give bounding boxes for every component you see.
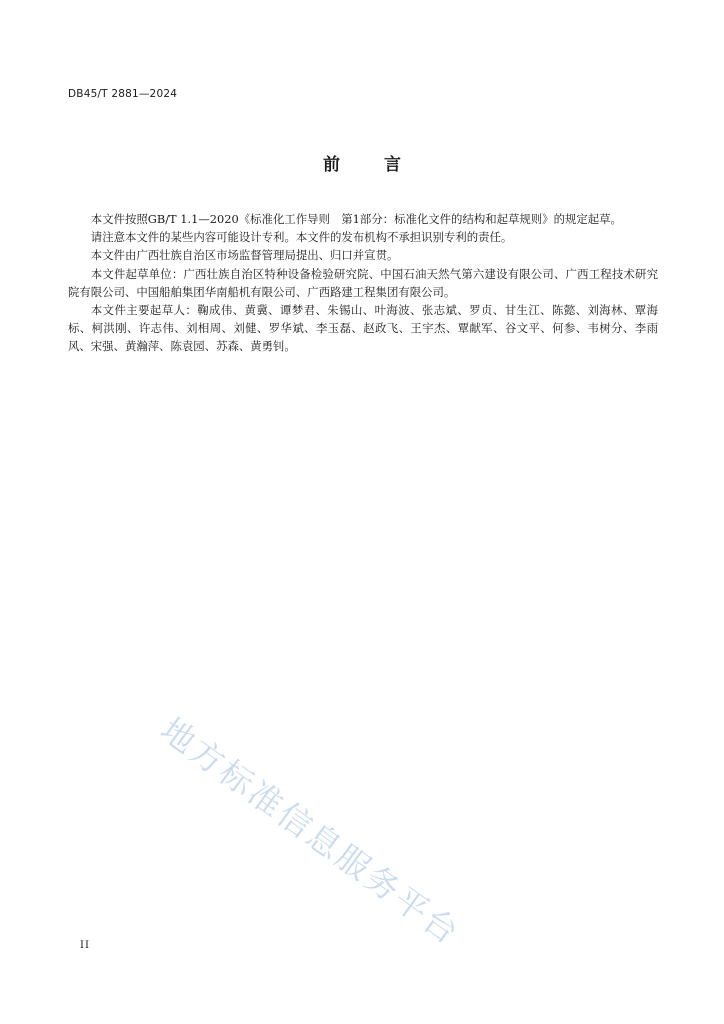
page-title-char-1: 前 — [323, 155, 340, 175]
foreword-body — [68, 210, 658, 356]
page-number: II — [80, 940, 90, 951]
watermark: 地方标准信息服务平台 — [153, 709, 468, 954]
paragraph-drafters: 本文件主要起草人：鞠成伟、黄冀、谭梦君、朱锡山、叶海波、张志斌、罗贞、甘生江、陈懿、刘海林、覃海标、柯洪刚、许志伟、刘相周、刘健、罗华斌、李玉磊、赵政飞、王宇杰、覃献军、谷文平、何参、韦树分、李雨风、宋强、黄瀚萍、陈袁园、苏森、黄勇钊。 — [68, 303, 658, 354]
paragraph-drafting-units: 本文件起草单位：广西壮族自治区特种设备检验研究院、中国石油天然气第六建设有限公司、广西工程技术研究院有限公司、中国船舶集团华南船机有限公司、广西路建工程集团有限公司。 — [68, 266, 658, 299]
paragraph-patent-notice: 请注意本文件的某些内容可能设计专利。本文件的发布机构不承担识别专利的责任。 — [90, 230, 513, 245]
page-title — [0, 150, 724, 175]
paragraph-proposer: 本文件由广西壮族自治区市场监督管理局提出、归口并宣贯。 — [90, 248, 399, 263]
paragraph-drafting-rules: 本文件按照GB/T 1.1—2020《标准化工作导则 第1部分：标准化文件的结构和起草规则》的规定起草。 — [90, 212, 622, 226]
page-title-char-2: 言 — [384, 155, 401, 175]
document-code: DB45/T 2881—2024 — [68, 88, 178, 100]
